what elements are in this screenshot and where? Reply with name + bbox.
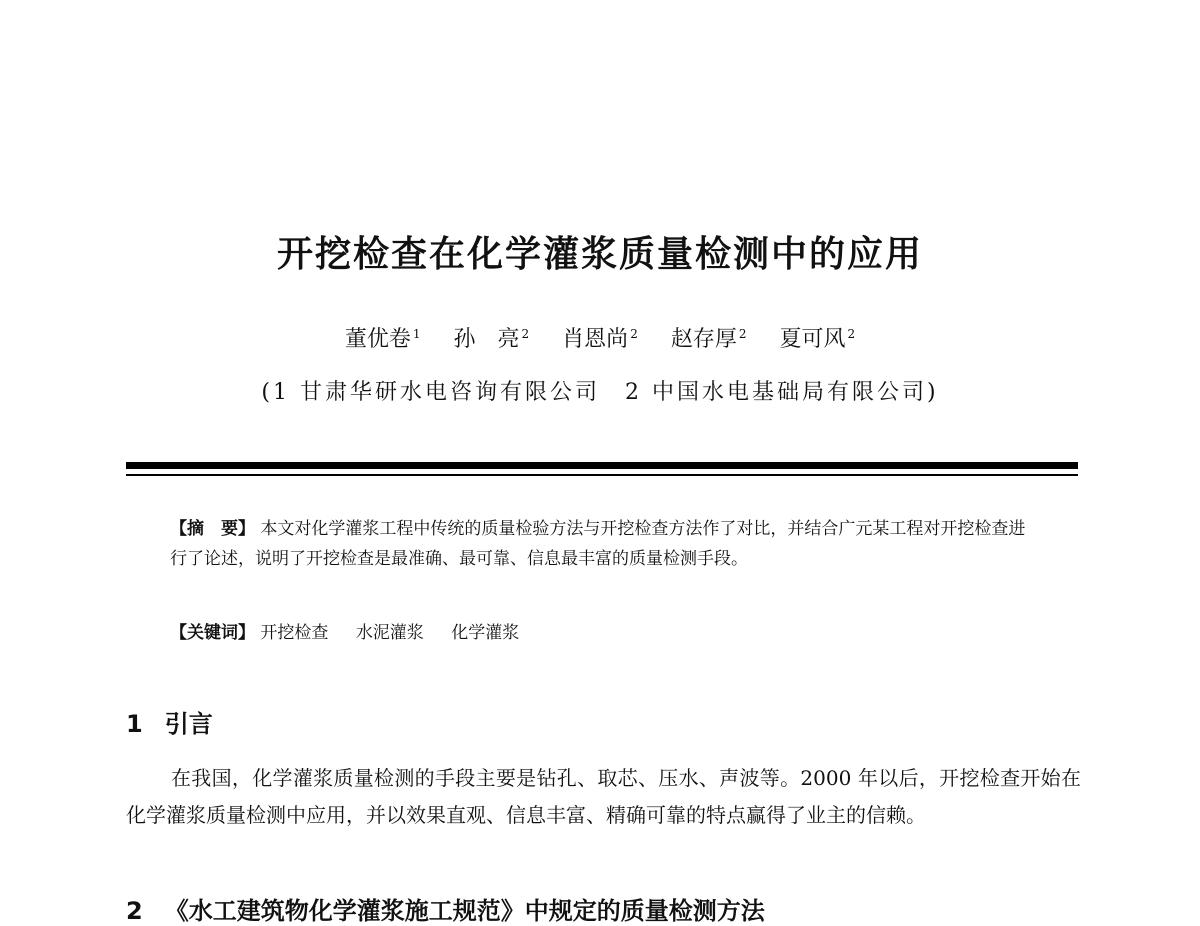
abstract — [170, 514, 1040, 574]
author — [562, 327, 638, 352]
keyword: 水泥灌浆 — [355, 623, 424, 643]
author-name: 孙 亮 — [453, 327, 520, 352]
abstract-text: 本文对化学灌浆工程中传统的质量检验方法与开挖检查方法作了对比，并结合广元某工程对开挖检查进行了论述，说明了开挖检查是最准确、最可靠、信息最丰富的质量检测手段。 — [170, 519, 1026, 569]
section-number: 2 — [126, 897, 143, 925]
keywords — [170, 618, 1040, 648]
section-1-paragraph: 在我国，化学灌浆质量检测的手段主要是钻孔、取芯、压水、声波等。2000 年以后，开挖检查开始在化学灌浆质量检测中应用，并以效果直观、信息丰富、精确可靠的特点赢得了业主的信赖。 — [126, 766, 1081, 827]
paper-title: 开挖检查在化学灌浆质量检测中的应用 — [276, 234, 923, 275]
author — [454, 327, 530, 352]
author — [345, 327, 421, 352]
author-affiliation-mark: 2 — [738, 326, 747, 341]
affiliations: (1 甘肃华研水电咨询有限公司 2 中国水电基础局有限公司) — [261, 380, 939, 405]
author-name: 赵存厚 — [670, 327, 737, 352]
section-heading-2 — [126, 891, 765, 926]
section-title: 《水工建筑物化学灌浆施工规范》中规定的质量检测方法 — [164, 897, 765, 925]
author-name: 肖恩尚 — [562, 327, 629, 352]
author-name: 夏可风 — [779, 327, 846, 352]
section-heading-1 — [126, 704, 213, 739]
author-affiliation-mark: 1 — [412, 326, 421, 341]
author — [779, 327, 855, 352]
keywords-label: 【关键词】 — [170, 623, 255, 643]
keyword: 化学灌浆 — [451, 623, 520, 643]
author-affiliation-mark: 2 — [630, 326, 638, 341]
author-affiliation-mark: 2 — [521, 326, 530, 341]
author-name: 董优卷 — [344, 327, 411, 352]
section-number: 1 — [126, 710, 143, 738]
abstract-label: 【摘 要】 — [170, 519, 255, 539]
header-rule-thick — [126, 462, 1078, 469]
author-list — [0, 322, 1200, 353]
header-rule-thin — [126, 474, 1078, 476]
author-affiliation-mark: 2 — [847, 326, 856, 341]
section-title: 引言 — [164, 710, 213, 738]
keyword: 开挖检查 — [260, 623, 329, 643]
author — [671, 327, 747, 352]
